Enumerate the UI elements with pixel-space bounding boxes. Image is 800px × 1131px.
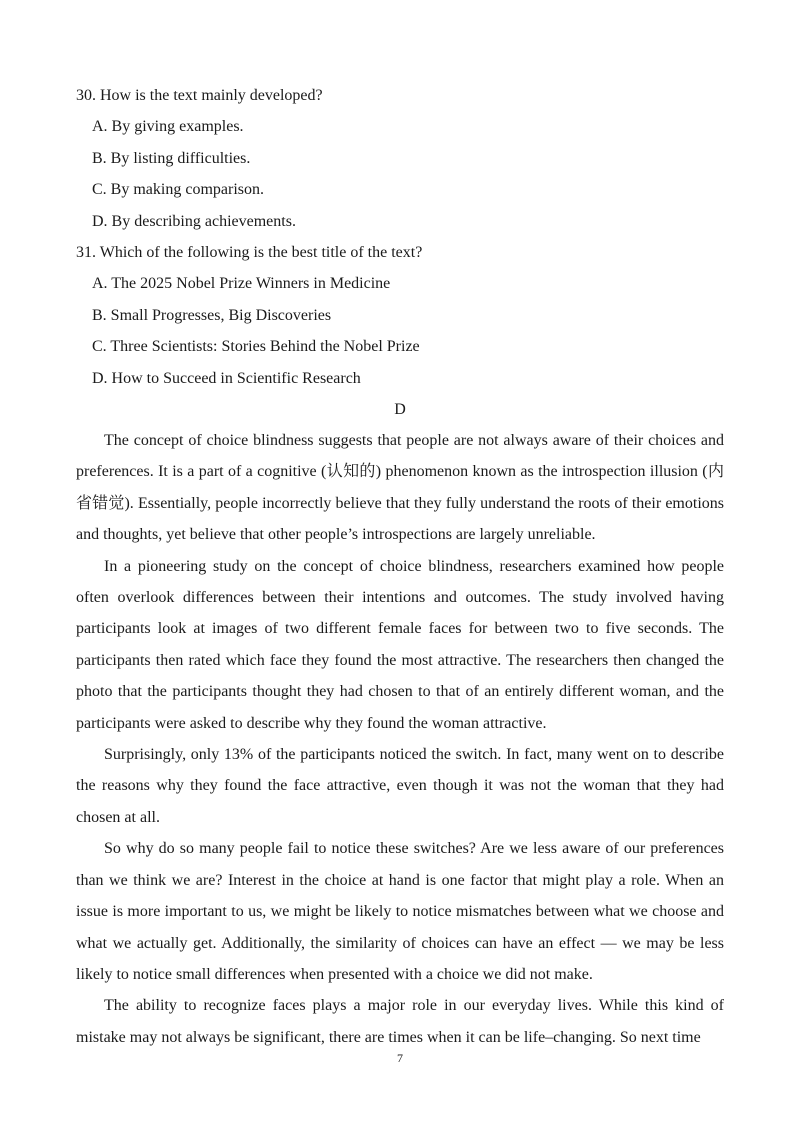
passage-paragraph: So why do so many people fail to notice these switches? Are we less aware of our preferences than we think we are? Interest in the choice at hand is one factor that might play a role. When an issue is more important to us, we might be likely to notice mismatches between what we choose and what we actually get. Additionally, the similarity of choices can have an effect — we may be less likely to notice small differences when presented with a choice we did not make.	[76, 840, 724, 983]
option-a: A. By giving examples.	[92, 118, 244, 136]
option-d: D. By describing achievements.	[92, 212, 296, 230]
option-b: B. Small Progresses, Big Discoveries	[92, 306, 332, 324]
passage-paragraph: The ability to recognize faces plays a major role in our everyday lives. While this kind of mistake may not always be significant, there are times when it can be life–changing. So next time	[76, 997, 724, 1046]
question-stem: 30. How is the text mainly developed?	[76, 87, 323, 104]
passage-paragraph: In a pioneering study on the concept of choice blindness, researchers examined how people often overlook differences between their intentions and outcomes. The study involved having participants look at images of two different female faces for between two to five seconds. The participants then rated which face they found the most attractive. The researchers then changed the photo that the participants thought they had chosen to that of an entirely different woman, and the participants were asked to describe why they found the woman attractive.	[76, 557, 724, 732]
option-a: A. The 2025 Nobel Prize Winners in Medicine	[92, 275, 391, 293]
page-number: 7	[397, 1051, 403, 1065]
reading-passage	[76, 425, 724, 1053]
question-stem: 31. Which of the following is the best title of the text?	[76, 244, 423, 261]
passage-paragraph: The concept of choice blindness suggests that people are not always aware of their choices and preferences. It is a part of a cognitive (认知的) phenomenon known as the introspection illusion (内省错觉). Essentially, people incorrectly believe that they fully understand the roots of their emotions and thoughts, yet believe that other people’s introspections are largely unreliable.	[76, 432, 724, 544]
section-heading: D	[394, 401, 406, 418]
question-31	[76, 237, 736, 394]
option-d: D. How to Succeed in Scientific Research	[92, 369, 361, 387]
question-30	[76, 80, 736, 237]
option-b: B. By listing difficulties.	[92, 149, 251, 167]
passage-paragraph: Surprisingly, only 13% of the participants noticed the switch. In fact, many went on to describe the reasons why they found the face attractive, even though it was not the woman that they had chosen at all.	[76, 746, 724, 826]
option-c: C. Three Scientists: Stories Behind the Nobel Prize	[92, 338, 420, 356]
option-c: C. By making comparison.	[92, 181, 264, 199]
